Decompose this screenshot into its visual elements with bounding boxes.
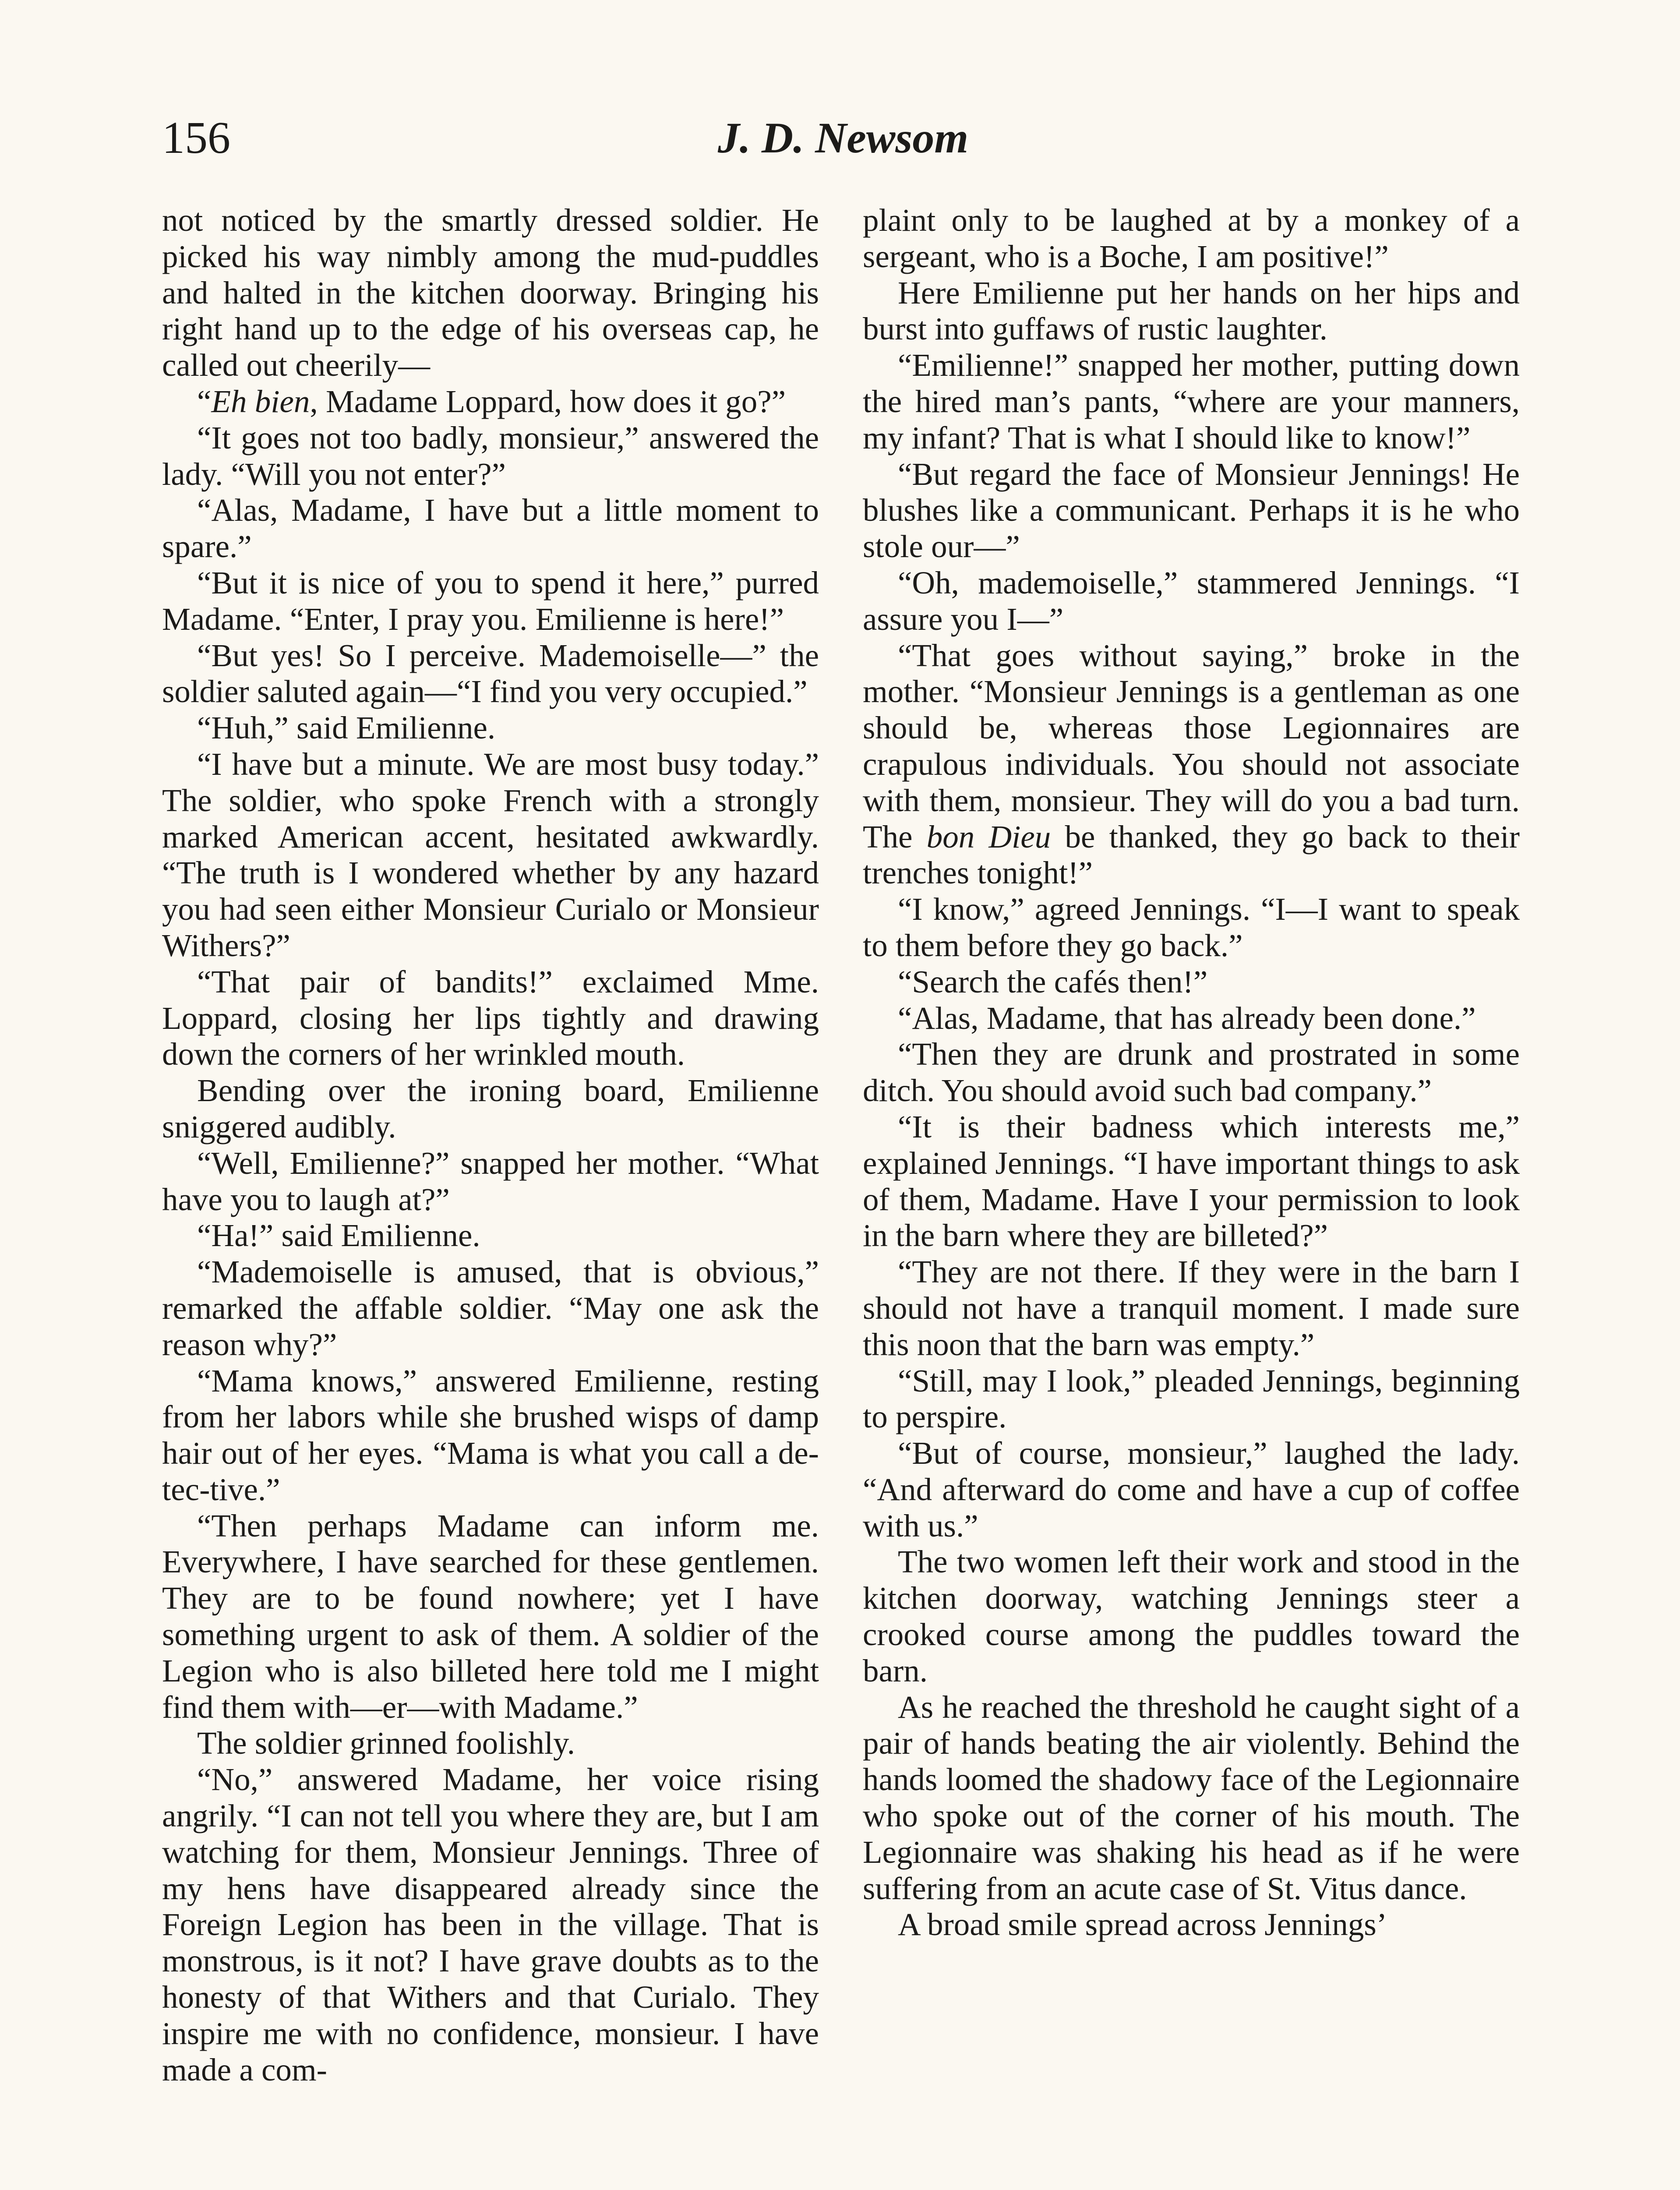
paragraph-text: “Emilienne!” snapped her mother, putting down the hired man’s pants, “where are your manners, my infant? That is what I should like to know!”: [863, 347, 1520, 456]
paragraph-text: “Alas, Madame, I have but a little moment to spare.”: [162, 492, 819, 565]
paragraph-text: “It goes not too badly, monsieur,” answered the lady. “Will you not enter?”: [162, 420, 819, 492]
paragraph-text: “Mademoiselle is amused, that is obvious,” remarked the affable soldier. “May one ask the reason why?”: [162, 1254, 819, 1362]
paragraph: [863, 1363, 1520, 1436]
paragraph: [162, 384, 819, 420]
paragraph-text: “Still, may I look,” pleaded Jennings, beginning to perspire.: [863, 1363, 1520, 1435]
italic-phrase: bon Dieu: [926, 819, 1051, 855]
paragraph-text: “But regard the face of Monsieur Jennings! He blushes like a communicant. Perhaps it is he who stole our—”: [863, 456, 1520, 565]
paragraph-text: The two women left their work and stood in the kitchen doorway, watching Jennings steer a crooked course among the puddles toward the barn.: [863, 1544, 1520, 1688]
paragraph-text: “I have but a minute. We are most busy today.” The soldier, who spoke French with a strongly marked American accent, hesitated awkwardly. “The truth is I wondered whether by any hazard you had seen either Monsieur Curialo or Monsieur Withers?”: [162, 746, 819, 963]
paragraph: [162, 1218, 819, 1254]
paragraph: [863, 1689, 1520, 1907]
paragraph: [863, 565, 1520, 638]
paragraph: [162, 1073, 819, 1145]
paragraph-text: “But yes! So I perceive. Mademoiselle—” the soldier saluted again—“I find you very occupied.”: [162, 637, 819, 710]
paragraph-text: “Then they are drunk and prostrated in some ditch. You should avoid such bad company.”: [863, 1036, 1520, 1109]
paragraph: [162, 1762, 819, 2088]
paragraph-text: “Ha!” said Emilienne.: [197, 1218, 480, 1254]
paragraph: [863, 1435, 1520, 1544]
paragraph: [162, 638, 819, 710]
paragraph-text: “Well, Emilienne?” snapped her mother. “What have you to laugh at?”: [162, 1145, 819, 1217]
paragraph-text: “Then perhaps Madame can inform me. Everywhere, I have searched for these gentlemen. They are to be found nowhere; yet I have something urgent to ask of them. A soldier of the Legion who is also billeted here told me I might find them with—er—with Madame.”: [162, 1508, 819, 1725]
paragraph: [162, 710, 819, 746]
paragraph: [863, 202, 1520, 275]
paragraph-text: “But it is nice of you to spend it here,” purred Madame. “Enter, I pray you. Emilienne is here!”: [162, 565, 819, 637]
paragraph: [162, 565, 819, 638]
paragraph: [162, 492, 819, 565]
paragraph: [162, 1254, 819, 1363]
page-header: [162, 105, 1524, 171]
running-head-author: J. D. Newsom: [717, 113, 969, 162]
page-number: 156: [162, 113, 230, 163]
paragraph: [863, 1907, 1520, 1943]
paragraph-text: “Search the cafés then!”: [898, 964, 1208, 1000]
paragraph: [863, 1544, 1520, 1689]
paragraph: [863, 638, 1520, 892]
paragraph-text: “But of course, monsieur,” laughed the lady. “And afterward do come and have a cup of coffee with us.”: [863, 1435, 1520, 1544]
paragraph-text: “That goes without saying,” broke in the mother. “Monsieur Jennings is a gentleman as one should be, whereas those Legionnaires are crapulous individuals. You should not associate with them, monsieur. They will do you a bad turn. The: [863, 637, 1520, 855]
paragraph: [863, 347, 1520, 456]
paragraph-text: A broad smile spread across Jennings’: [898, 1907, 1387, 1943]
paragraph-text: Bending over the ironing board, Emilienne sniggered audibly.: [162, 1073, 819, 1144]
paragraph-text: The soldier grinned foolishly.: [197, 1725, 575, 1761]
paragraph: [863, 1036, 1520, 1109]
paragraph-text: “I know,” agreed Jennings. “I—I want to speak to them before they go back.”: [863, 891, 1520, 963]
paragraph: [162, 1363, 819, 1508]
italic-phrase: Eh bien: [211, 383, 310, 419]
paragraph: [162, 1508, 819, 1726]
paragraph: [863, 1000, 1520, 1037]
paragraph-text: “Alas, Madame, that has already been done.”: [898, 1000, 1476, 1036]
paragraph-text: not noticed by the smartly dressed soldier. He picked his way nimbly among the mud-puddles and halted in the kitchen doorway. Bringing his right hand up to the edge of his overseas cap, he called out cheerily—: [162, 202, 819, 383]
paragraph-text: “Huh,” said Emilienne.: [197, 710, 496, 746]
paragraph-text: As he reached the threshold he caught sight of a pair of hands beating the air violently. Behind the hands loomed the shadowy face of the Legionnaire who spoke out of the corner of his mouth. The Legionnaire was shaking his head as if he were suffering from an acute case of St. Vitus dance.: [863, 1689, 1520, 1906]
paragraph: [162, 746, 819, 964]
paragraph: [863, 275, 1520, 348]
paragraph-text: be thanked, they go back to their trenches tonight!”: [863, 819, 1520, 891]
paragraph-text: “No,” answered Madame, her voice rising angrily. “I can not tell you where they are, but I am watching for them, Monsieur Jennings. Three of my hens have disappeared already since the Foreign Legion has been in the village. That is monstrous, is it not? I have grave doubts as to the honesty of that Withers and that Curialo. They inspire me with no confidence, monsieur. I have made a com-: [162, 1762, 819, 2088]
paragraph-text: “: [197, 383, 212, 419]
paragraph-text: “They are not there. If they were in the barn I should not have a tranquil moment. I made sure this noon that the barn was empty.”: [863, 1254, 1520, 1362]
paragraph-text: Here Emilienne put her hands on her hips and burst into guffaws of rustic laughter.: [863, 275, 1520, 347]
paragraph: [162, 420, 819, 493]
paragraph-text: “Oh, mademoiselle,” stammered Jennings. “I assure you I—”: [863, 565, 1520, 637]
paragraph: [863, 456, 1520, 565]
paragraph-text: “It is their badness which interests me,” explained Jennings. “I have important things to ask of them, Madame. Have I your permission to look in the barn where they are billeted?”: [863, 1109, 1520, 1254]
paragraph-text: “That pair of bandits!” exclaimed Mme. Loppard, closing her lips tightly and drawing down the corners of her wrinkled mouth.: [162, 964, 819, 1072]
paragraph-text: “Mama knows,” answered Emilienne, resting from her labors while she brushed wisps of damp hair out of her eyes. “Mama is what you call a de-tec-tive.”: [162, 1363, 819, 1507]
paragraph: [863, 964, 1520, 1000]
text-column-right: [863, 202, 1520, 2190]
paragraph-text: , Madame Loppard, how does it go?”: [310, 383, 786, 419]
paragraph-text: plaint only to be laughed at by a monkey of a sergeant, who is a Boche, I am positive!”: [863, 202, 1520, 274]
text-column-left: [162, 202, 819, 2190]
paragraph: [162, 202, 819, 384]
paragraph: [863, 891, 1520, 964]
paragraph: [863, 1254, 1520, 1363]
paragraph: [863, 1109, 1520, 1254]
paragraph: [162, 1145, 819, 1218]
paragraph: [162, 1725, 819, 1762]
paragraph: [162, 964, 819, 1073]
